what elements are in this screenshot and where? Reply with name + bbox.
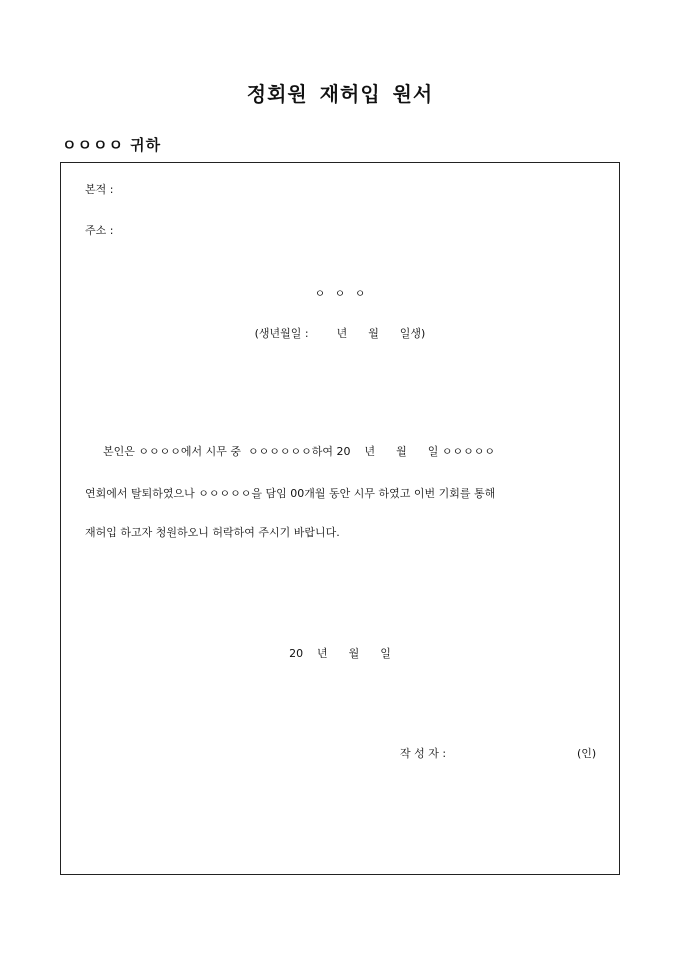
body-text-line: 본인은 ㅇㅇㅇㅇ에서 시무 중 ㅇㅇㅇㅇㅇㅇ하여 20 년 월 일 ㅇㅇㅇㅇㅇ xyxy=(103,445,495,458)
addressee: ㅇㅇㅇㅇ 귀하 xyxy=(62,136,162,154)
permanent-domicile-field: 본적 : xyxy=(85,183,114,196)
birth-date-line: (생년월일 : 년 월 일생) xyxy=(254,327,426,340)
applicant-name: ㅇ ㅇ ㅇ xyxy=(314,287,366,300)
address-field: 주소 : xyxy=(85,224,114,237)
seal-mark: (인) xyxy=(577,747,597,760)
date-line: 20 년 월 일 xyxy=(289,647,391,660)
author-label: 작 성 자 : xyxy=(400,747,447,760)
document-title: 정회원 재허입 원서 xyxy=(246,82,434,106)
body-text-line: 재허입 하고자 청원하오니 허락하여 주시기 바랍니다. xyxy=(85,526,340,539)
body-text-line: 연회에서 탈퇴하였으나 ㅇㅇㅇㅇㅇ을 담임 00개월 동안 시무 하였고 이번 기회를 통해 xyxy=(85,487,496,500)
application-form-box xyxy=(60,162,620,875)
